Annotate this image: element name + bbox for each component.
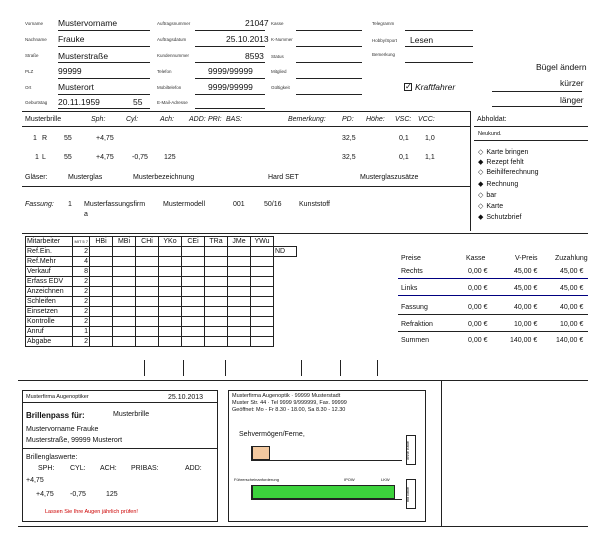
staff-cell[interactable] <box>113 247 136 257</box>
price-row-zuzahlung: 10,00 € <box>560 321 584 328</box>
strasse-value[interactable]: Musterstraße <box>58 51 109 61</box>
price-row-kasse: 0,00 € <box>468 304 488 311</box>
staff-cell[interactable] <box>251 247 274 257</box>
staff-cell[interactable] <box>136 297 159 307</box>
rx-left-side: L <box>42 154 46 161</box>
staff-cell[interactable] <box>90 307 113 317</box>
card-mit-label: mit Brille <box>405 486 411 503</box>
rx-right-no: 1 <box>33 135 37 142</box>
table-row <box>26 257 297 267</box>
staff-initial-jme: JMe <box>228 237 251 247</box>
pickup-option-beihilfe[interactable]: ◇ Beihilferechnung <box>478 169 539 176</box>
pass-firm: Musterfirma Augenoptiker <box>26 394 89 400</box>
staff-cell[interactable] <box>182 317 205 327</box>
knummer-label: K-Nummer <box>271 37 293 42</box>
hobby-value[interactable]: Lesen <box>410 35 434 45</box>
rx-left-ach[interactable]: 125 <box>164 154 176 161</box>
staff-cell[interactable] <box>159 257 182 267</box>
staff-row-name: Abgabe <box>26 337 73 347</box>
card-ipow: IPOW <box>344 477 355 482</box>
pickup-option-schutzbrief[interactable]: ◆ Schutzbrief <box>478 214 522 221</box>
ort-label: Ort <box>25 85 32 90</box>
pickup-option-rechnung[interactable]: ◆ Rechnung <box>478 181 519 188</box>
price-row-vpreis[interactable]: 45,00 € <box>514 285 538 292</box>
card-line3: Geöffnet: Mo - Fr 8.30 - 18.00, Sa 8.30 - 12.30 <box>232 407 346 413</box>
pickup-option-bar[interactable]: ◇ bar <box>478 192 497 199</box>
price-header-preise: Preise <box>401 255 421 262</box>
laenger-option[interactable]: länger <box>560 95 584 105</box>
geburtstag-value[interactable]: 20.11.1959 <box>58 97 100 107</box>
staff-cell[interactable] <box>228 277 251 287</box>
rx-right-sph[interactable]: +4,75 <box>96 135 114 142</box>
price-row-kasse: 0,00 € <box>468 321 488 328</box>
staff-cell[interactable] <box>205 257 228 267</box>
staff-cell[interactable] <box>136 327 159 337</box>
mit-brille-bar <box>252 485 395 499</box>
staff-extra-cell <box>274 297 297 307</box>
table-row <box>26 247 297 257</box>
staff-cell[interactable] <box>136 307 159 317</box>
rx-left-pdraw[interactable]: 55 <box>64 154 72 161</box>
pickup-option-karte-bringen[interactable]: ◇ Karte bringen <box>478 149 529 156</box>
pass-col-cyl: CYL: <box>70 465 86 472</box>
rx-left-vsc[interactable]: 0,1 <box>399 154 409 161</box>
pass-row2-ach: 125 <box>106 491 118 498</box>
bemerkung-label: Bemerkung <box>372 52 396 57</box>
staff-initial-ywu: YWu <box>251 237 274 247</box>
staff-row-name: Schleifen <box>26 297 73 307</box>
table-row <box>26 267 297 277</box>
rx-left-cyl[interactable]: -0,75 <box>132 154 148 161</box>
rx-header-ach: Ach: <box>160 116 175 123</box>
rx-brille-label: Musterbrille <box>25 116 62 123</box>
staff-cell[interactable] <box>90 267 113 277</box>
staff-cell[interactable] <box>182 287 205 297</box>
staff-cell[interactable] <box>228 317 251 327</box>
vorname-label: Vorname <box>25 21 44 26</box>
staff-cell[interactable] <box>90 317 113 327</box>
gueltig-label: Gültigkeit <box>271 85 290 90</box>
staff-cell[interactable] <box>182 327 205 337</box>
staff-row-name: Verkauf <box>26 267 73 277</box>
telefon-value[interactable]: 9999/99999 <box>208 66 253 76</box>
kasse-label: Kasse <box>271 21 284 26</box>
telegramm-label: Telegramm <box>372 21 395 26</box>
rx-header-cyl: Cyl: <box>126 116 139 123</box>
rx-right-pd[interactable]: 32,5 <box>342 135 356 142</box>
pass-name: Mustervorname Frauke <box>26 426 99 433</box>
strasse-label: Straße <box>25 53 39 58</box>
staff-cell[interactable] <box>182 337 205 347</box>
price-header-zuzahlung: Zuzahlung <box>555 255 588 262</box>
staff-cell[interactable] <box>251 317 274 327</box>
buegel-label: Bügel ändern <box>536 62 587 72</box>
rx-header-pri: PRI: <box>208 116 222 123</box>
staff-cell[interactable] <box>159 247 182 257</box>
pass-warning: Lassen Sie Ihre Augen jährlich prüfen! <box>45 509 138 515</box>
pass-col-pribas: PRIBAS: <box>131 465 159 472</box>
staff-cell[interactable] <box>251 287 274 297</box>
staff-header-label: Mitarbeiter <box>26 237 73 247</box>
staff-row-name: Einsetzen <box>26 307 73 317</box>
hard-value[interactable]: Hard SET <box>268 174 299 181</box>
brillenpass-card <box>22 390 218 522</box>
staff-cell[interactable] <box>205 287 228 297</box>
rx-header-vsc: VSC: <box>395 116 412 123</box>
staff-extra-cell <box>274 277 297 287</box>
staff-row-name: Ref.Mehr <box>26 257 73 267</box>
price-row-vpreis[interactable]: 40,00 € <box>514 304 538 311</box>
staff-cell[interactable] <box>251 337 274 347</box>
staff-cell[interactable] <box>90 247 113 257</box>
table-row <box>26 297 297 307</box>
mobil-label: Mobiltelefon <box>157 85 182 90</box>
rx-header-add: ADD: <box>189 116 206 123</box>
staff-cell[interactable] <box>228 287 251 297</box>
staff-cell[interactable] <box>159 267 182 277</box>
pass-row2-sph: +4,75 <box>36 491 54 498</box>
staff-row-value: 2 <box>73 277 90 287</box>
auftragsdatum-label: Auftragsdatum <box>157 37 187 42</box>
staff-initial-cei: CEi <box>182 237 205 247</box>
glaeser-label: Gläser: <box>25 174 48 181</box>
pickup-option-karte[interactable]: ◇ Karte <box>478 203 504 210</box>
staff-cell[interactable] <box>228 247 251 257</box>
rx-left-no: 1 <box>35 154 39 161</box>
staff-initial-mbi: MBi <box>113 237 136 247</box>
staff-initial-chi: CHi <box>136 237 159 247</box>
price-row-kasse: 0,00 € <box>468 268 488 275</box>
pass-werte-label: Brillenglaswerte: <box>26 454 78 461</box>
rx-right-vcc[interactable]: 1,0 <box>425 135 435 142</box>
mit-brille-legend <box>406 479 416 509</box>
staff-cell[interactable] <box>205 277 228 287</box>
price-row-kasse: 0,00 € <box>468 285 488 292</box>
price-header-vpreis: V-Preis <box>515 255 538 262</box>
fassung-modell[interactable]: Mustermodell <box>163 201 206 208</box>
staff-cell[interactable] <box>251 297 274 307</box>
price-row-vpreis[interactable]: 45,00 € <box>514 268 538 275</box>
rx-left-sph[interactable]: +4,75 <box>96 154 114 161</box>
staff-cell[interactable] <box>205 327 228 337</box>
kundennummer-label: Kundennummer <box>157 53 190 58</box>
pass-date: 25.10.2013 <box>168 394 204 401</box>
kraftfahrer-label: Kraftfahrer <box>415 82 456 92</box>
staff-cell[interactable] <box>113 277 136 287</box>
table-row <box>26 287 297 297</box>
staff-extra-cell <box>274 307 297 317</box>
card-fuehrerschein: Führerscheinanforderung <box>234 477 279 482</box>
staff-cell[interactable] <box>251 267 274 277</box>
staff-cell[interactable] <box>136 277 159 287</box>
fassung-mat[interactable]: Kunststoff <box>299 201 331 208</box>
nachname-label: Nachname <box>25 37 47 42</box>
staff-row-value: 2 <box>73 317 90 327</box>
staff-initial-tra: TRa <box>205 237 228 247</box>
auftragsnummer-label: Auftragsnummer <box>157 21 191 26</box>
pass-row1-sph: +4,75 <box>26 477 44 484</box>
staff-row-value: 2 <box>73 247 90 257</box>
price-row-kasse: 0,00 € <box>468 337 488 344</box>
staff-cell[interactable] <box>182 277 205 287</box>
nachname-value[interactable]: Frauke <box>58 34 85 44</box>
rx-header-sph: Sph: <box>91 116 106 123</box>
staff-cell[interactable] <box>136 337 159 347</box>
staff-cell[interactable] <box>136 267 159 277</box>
staff-cell[interactable] <box>205 317 228 327</box>
staff-extra-header <box>274 237 297 247</box>
price-row-zuzahlung: 140,00 € <box>556 337 584 344</box>
staff-cell[interactable] <box>90 337 113 347</box>
staff-cell[interactable] <box>90 257 113 267</box>
staff-cell[interactable] <box>228 297 251 307</box>
staff-cell[interactable] <box>228 337 251 347</box>
staff-cell[interactable] <box>159 327 182 337</box>
staff-initial-yko: YKo <box>159 237 182 247</box>
ohne-brille-bar <box>252 446 270 460</box>
pass-col-ach: ACH: <box>100 465 117 472</box>
staff-cell[interactable] <box>90 287 113 297</box>
staff-cell[interactable] <box>113 297 136 307</box>
staff-cell[interactable] <box>205 297 228 307</box>
plz-label: PLZ <box>25 69 34 74</box>
fassung-firm2: a <box>84 211 88 218</box>
auftragsdatum-value[interactable]: 25.10.2013 <box>226 34 269 44</box>
staff-cell[interactable] <box>205 247 228 257</box>
pickup-option-rezept-fehlt[interactable]: ◆ Rezept fehlt <box>478 159 524 166</box>
staff-extra-cell <box>274 327 297 337</box>
price-row-label: Links <box>401 285 418 292</box>
staff-cell[interactable] <box>228 307 251 317</box>
staff-cell[interactable] <box>136 287 159 297</box>
staff-row-value: 1 <box>73 327 90 337</box>
staff-cell[interactable] <box>251 307 274 317</box>
staff-cell[interactable] <box>251 257 274 267</box>
neukunde-label: Neukund. <box>478 131 502 137</box>
rx-right-pdraw[interactable]: 55 <box>64 135 72 142</box>
staff-row-value: 2 <box>73 287 90 297</box>
mitglied-label: Mitglied <box>271 69 287 74</box>
ohne-brille-track <box>251 446 402 461</box>
rx-left-vcc[interactable]: 1,1 <box>425 154 435 161</box>
staff-cell[interactable] <box>228 327 251 337</box>
staff-cell[interactable] <box>113 287 136 297</box>
card-line1: Musterfirma Augenoptik · 99999 Musterstadt <box>232 393 341 399</box>
staff-cell[interactable] <box>228 267 251 277</box>
staff-extra-cell <box>274 337 297 347</box>
staff-cell[interactable] <box>113 307 136 317</box>
staff-cell[interactable] <box>159 297 182 307</box>
table-row <box>26 317 297 327</box>
price-row-label: Refraktion <box>401 321 433 328</box>
staff-row-value: 2 <box>73 307 90 317</box>
staff-cell[interactable] <box>90 297 113 307</box>
staff-cell[interactable] <box>182 247 205 257</box>
pass-col-add: ADD: <box>185 465 202 472</box>
rx-right-side: R <box>42 135 48 142</box>
hobby-label: Hobby/Sport <box>372 38 398 43</box>
staff-cell[interactable] <box>159 307 182 317</box>
price-row-label: Summen <box>401 337 430 344</box>
rx-header-hoehe: Höhe: <box>366 116 385 123</box>
staff-cell[interactable] <box>251 327 274 337</box>
staff-extra-cell: ND <box>274 247 297 257</box>
table-row <box>26 277 297 287</box>
staff-cell[interactable] <box>205 307 228 317</box>
plz-value[interactable]: 99999 <box>58 66 82 76</box>
staff-row-value: 4 <box>73 257 90 267</box>
table-row <box>26 337 297 347</box>
email-label: E-Mail-Adresse <box>157 100 188 105</box>
mit-brille-track <box>251 485 402 500</box>
rx-header-bas: BAS: <box>226 116 242 123</box>
alter-value: 55 <box>133 97 143 107</box>
price-header-kasse: Kasse <box>466 255 486 262</box>
staff-cell[interactable] <box>159 337 182 347</box>
staff-row-name: Kontrolle <box>26 317 73 327</box>
staff-cell[interactable] <box>228 257 251 267</box>
price-row-zuzahlung: 45,00 € <box>560 285 584 292</box>
staff-cell[interactable] <box>113 257 136 267</box>
fassung-nr[interactable]: 001 <box>233 201 245 208</box>
kraftfahrer-checkbox[interactable]: ✓ <box>405 82 412 91</box>
staff-cell[interactable] <box>205 267 228 277</box>
abholdat-label: Abholdat: <box>477 116 507 123</box>
staff-initial-hbi: HBi <box>90 237 113 247</box>
staff-cell[interactable] <box>182 297 205 307</box>
table-row <box>26 307 297 317</box>
staff-cell[interactable] <box>136 247 159 257</box>
glas-bez-value[interactable]: Musterbezeichnung <box>133 174 195 181</box>
staff-cell[interactable] <box>159 287 182 297</box>
ohne-brille-legend <box>406 435 416 465</box>
staff-cell[interactable] <box>159 277 182 287</box>
staff-row-name: Anruf <box>26 327 73 337</box>
rx-header-bemerkung: Bemerkung: <box>288 116 326 123</box>
staff-header-row <box>26 237 297 247</box>
table-row <box>26 327 297 337</box>
fassung-label: Fassung: <box>25 201 54 208</box>
staff-cell[interactable] <box>113 337 136 347</box>
staff-row-name: Erfass EDV <box>26 277 73 287</box>
staff-cell[interactable] <box>90 327 113 337</box>
staff-cell[interactable] <box>159 317 182 327</box>
fassung-firm[interactable]: Musterfassungsfirm <box>84 201 146 208</box>
card-line2: Muster Str. 44 · Tel 9999 9/999999, Fax. 99999 <box>232 400 347 406</box>
sehvermoegen-card <box>228 390 426 522</box>
card-lkw: LKW <box>381 477 390 482</box>
telefon-label: Telefon <box>157 69 172 74</box>
card-sehvermoegen: Sehvermögen/Ferne, <box>239 431 305 438</box>
zusaetze-value[interactable]: Musterglaszusätze <box>360 174 419 181</box>
price-row-vpreis[interactable]: 10,00 € <box>514 321 538 328</box>
rx-header-vcc: VCC: <box>418 116 435 123</box>
rx-header-pd: PD: <box>342 116 354 123</box>
staff-extra-cell <box>274 257 297 267</box>
staff-table <box>25 236 297 347</box>
staff-cell[interactable] <box>182 307 205 317</box>
mobil-value[interactable]: 9999/99999 <box>208 82 253 92</box>
staff-row-name: Anzeichnen <box>26 287 73 297</box>
staff-cell[interactable] <box>136 317 159 327</box>
glas-value[interactable]: Musterglas <box>68 174 103 181</box>
staff-header-no: MIT 5 7 <box>73 237 90 247</box>
staff-extra-cell <box>274 317 297 327</box>
staff-cell[interactable] <box>182 267 205 277</box>
pass-brille: Musterbrille <box>113 411 150 418</box>
price-row-vpreis: 140,00 € <box>510 337 538 344</box>
staff-extra-cell <box>274 287 297 297</box>
status-label: Status <box>271 54 284 59</box>
price-row-zuzahlung: 40,00 € <box>560 304 584 311</box>
geburtstag-label: Geburtstag <box>25 100 48 105</box>
auftragsnummer-value: 21047 <box>245 18 269 28</box>
staff-extra-cell <box>274 267 297 277</box>
staff-row-value: 8 <box>73 267 90 277</box>
pass-row2-cyl: -0,75 <box>70 491 86 498</box>
card-ohne-label: ohne Brille <box>404 441 410 460</box>
kundennummer-value: 8593 <box>245 51 264 61</box>
pass-address: Musterstraße, 99999 Musterort <box>26 437 123 444</box>
staff-cell[interactable] <box>251 277 274 287</box>
price-row-zuzahlung: 45,00 € <box>560 268 584 275</box>
staff-row-name: Ref.Ein. <box>26 247 73 257</box>
staff-cell[interactable] <box>136 257 159 267</box>
kuerzer-option[interactable]: kürzer <box>560 78 584 88</box>
staff-cell[interactable] <box>182 257 205 267</box>
staff-cell[interactable] <box>205 337 228 347</box>
staff-row-value: 2 <box>73 337 90 347</box>
staff-cell[interactable] <box>90 277 113 287</box>
fassung-no: 1 <box>68 201 72 208</box>
pass-col-sph: SPH: <box>38 465 55 472</box>
staff-cell[interactable] <box>113 267 136 277</box>
rx-right-vsc[interactable]: 0,1 <box>399 135 409 142</box>
price-row-label: Rechts <box>401 268 423 275</box>
staff-cell[interactable] <box>113 327 136 337</box>
vorname-value[interactable]: Mustervorname <box>58 18 118 28</box>
staff-row-value: 2 <box>73 297 90 307</box>
ort-value[interactable]: Musterort <box>58 82 94 92</box>
staff-cell[interactable] <box>113 317 136 327</box>
price-row-label: Fassung <box>401 304 428 311</box>
fassung-size[interactable]: 50/16 <box>264 201 282 208</box>
rx-left-pd[interactable]: 32,5 <box>342 154 356 161</box>
pass-title: Brillenpass für: <box>26 411 85 420</box>
